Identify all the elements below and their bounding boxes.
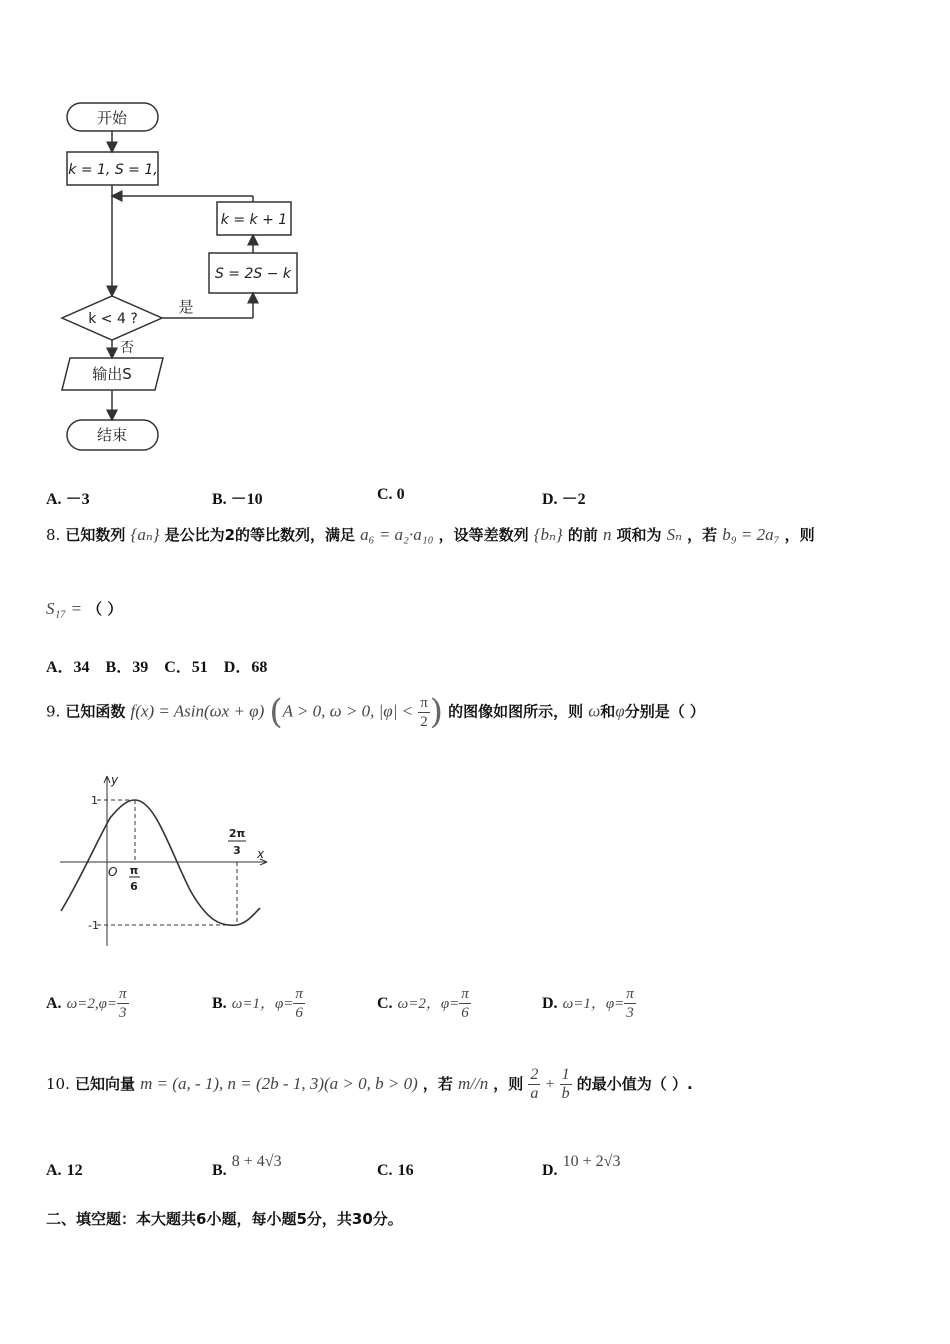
q9-option-d[interactable]: D. ω=1，φ= $\frac{\pi}{3}$ — [542, 986, 634, 1021]
graph-y-neg-one: -1 — [88, 919, 99, 932]
q10-option-b[interactable]: B. 8 + 4√3 — [212, 1153, 282, 1179]
q8-s17: S₁₇ = — [46, 599, 83, 618]
q9-graph — [55, 770, 275, 950]
graph-pi6-num: π — [129, 864, 139, 877]
q8-options[interactable]: A．34 B．39 C．51 D．68 — [46, 659, 268, 676]
q8-stem: 8. 已知数列 {aₙ} 是公比为2的等比数列，满足 a₆ = a₂·a₁₀ ，设等差数列 {bₙ} 的前 n 项和为 Sₙ ，若 b₉ = 2a₇ ，则 — [46, 525, 815, 544]
graph-x-label: x — [257, 847, 265, 861]
flow-condition-label: k < 4 ? — [88, 311, 138, 327]
flow-k-label: k = k + 1 — [220, 212, 288, 228]
q10-frac-2a: $\frac{2}{a}$ — [530, 1066, 539, 1102]
q8-number: 8. — [46, 526, 61, 544]
q10-stem: 10. 已知向量 m = (a, - 1), n = (2b - 1, 3)(a > 0, b > 0) ，若 m//n ，则 $\frac{2}{a}$ + $\frac{1}{b}$ 的最小值为（ ）. — [46, 1066, 693, 1102]
section-2-heading: 二、填空题：本大题共6小题，每小题5分，共30分。 — [46, 1210, 403, 1228]
graph-y-one: 1 — [91, 794, 98, 807]
q7-option-b[interactable]: B. －10 — [212, 491, 263, 508]
graph-pi6-den: 6 — [130, 880, 138, 893]
flow-end-label: 结束 — [96, 426, 128, 444]
q9-option-c[interactable]: C. ω=2，φ= $\frac{\pi}{6}$ — [377, 986, 469, 1021]
graph-2pi3-den: 3 — [233, 844, 241, 857]
flow-s-label: S = 2S − k — [214, 266, 292, 282]
q8-seq-a: {aₙ} — [130, 525, 160, 544]
flow-no-label: 否 — [120, 340, 134, 356]
q8-b9: b₉ = 2a₇ — [722, 525, 780, 544]
graph-2pi3-num: 2π — [228, 827, 246, 840]
q10-option-c[interactable]: C. 16 — [377, 1162, 414, 1179]
q8-ask — [46, 598, 122, 619]
q10-vectors: m = (a, - 1), n = (2b - 1, 3)(a > 0, b > 0) — [140, 1074, 418, 1093]
q9-sine-curve — [61, 800, 260, 925]
graph-origin: O — [108, 865, 118, 879]
q9-option-b[interactable]: B. ω=1，φ= $\frac{\pi}{6}$ — [212, 986, 303, 1021]
flow-start-label: 开始 — [96, 109, 128, 127]
q9-option-a[interactable]: A. ω=2,φ= $\frac{\pi}{3}$ — [46, 986, 127, 1021]
flowchart — [0, 0, 320, 470]
q7-option-c[interactable]: C. 0 — [377, 486, 405, 503]
graph-y-label: y — [111, 773, 119, 787]
q8-condition: a₆ = a₂·a₁₀ — [360, 525, 434, 544]
q9-number: 9. — [46, 702, 61, 721]
q10-option-d[interactable]: D. 10 + 2√3 — [542, 1153, 621, 1179]
flow-output-label: 输出S — [92, 365, 132, 383]
q9-function: f(x) = Asin(ωx + φ) — [130, 701, 265, 721]
q9-stem: 9. 已知函数 f(x) = Asin(ωx + φ) (A > 0, ω > 0, |φ| < $\frac{\pi}{2}$ ) 的图像如图所示，则 ω和φ分别是（ ） — [46, 692, 705, 732]
q9-conditions: A > 0, ω > 0, |φ| < — [282, 701, 414, 721]
q10-frac-1b: $\frac{1}{b}$ — [561, 1066, 570, 1102]
q10-number: 10. — [46, 1075, 70, 1093]
flow-init-label: k = 1, S = 1, — [68, 162, 158, 178]
q10-parallel: m//n — [457, 1074, 489, 1093]
q7-option-a[interactable]: A. －3 — [46, 491, 90, 508]
q8-seq-b: {bₙ} — [533, 525, 563, 544]
q10-option-a[interactable]: A. 12 — [46, 1162, 83, 1179]
q8-answer-paren: （ ） — [87, 600, 123, 618]
q7-option-d[interactable]: D. －2 — [542, 491, 586, 508]
flow-yes-label: 是 — [178, 298, 194, 316]
